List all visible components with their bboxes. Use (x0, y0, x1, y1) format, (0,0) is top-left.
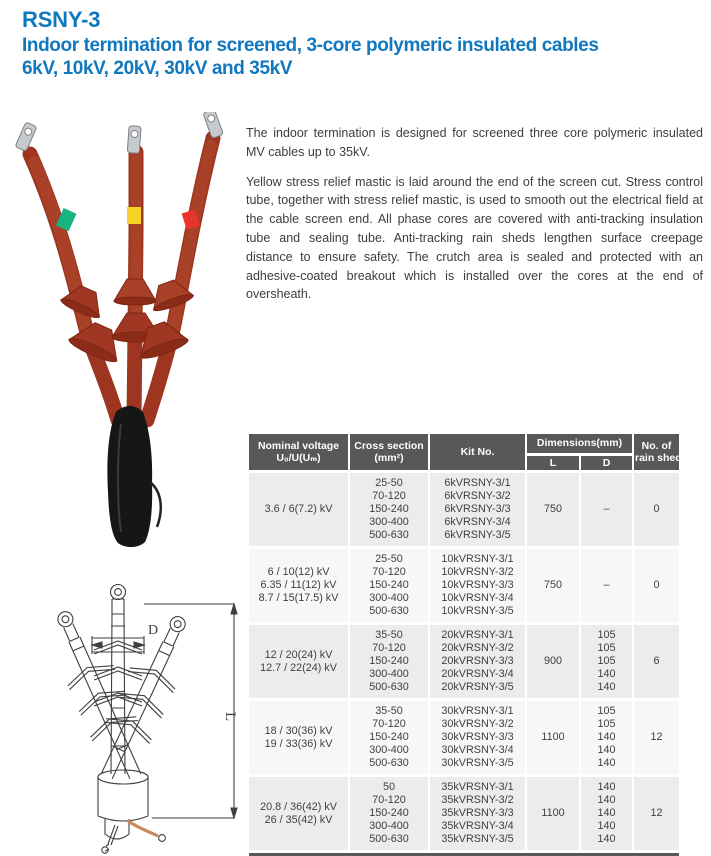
voltage-line: 26 / 35(42) kV (264, 813, 333, 826)
spec-header-row-1 (249, 434, 679, 453)
spec-table-row (249, 777, 679, 850)
kit-no-line: 30kVRSNY-3/1 (441, 705, 514, 717)
cell-kit-no (430, 473, 525, 546)
cross-section-line: 500-630 (369, 605, 409, 617)
dim-d-line: 105 (597, 642, 616, 654)
cross-section-line: 70-120 (372, 566, 406, 578)
col-header-dim-l: L (527, 456, 579, 471)
spec-table-container (247, 431, 688, 856)
cross-section-line: 300-400 (369, 592, 409, 604)
page-subtitle-line1: Indoor termination for screened, 3-core polymeric insulated cables (22, 34, 599, 56)
voltage-line: 12.7 / 22(24) kV (260, 661, 337, 674)
drawing-oversheath (98, 770, 148, 853)
cross-section-line: 70-120 (372, 642, 406, 654)
kit-no-line: 10kVRSNY-3/1 (441, 553, 514, 565)
col-header-rain-sheds (634, 434, 688, 470)
kit-no-line: 20kVRSNY-3/5 (441, 681, 514, 693)
cross-section-line: 50 (382, 781, 395, 793)
header-line: rain sheds (635, 452, 688, 464)
cell-dim-l: 750 (527, 549, 579, 622)
product-photo (0, 112, 240, 555)
breakout-body (107, 406, 160, 547)
cross-section-line: 25-50 (375, 477, 403, 489)
voltage-line: 18 / 30(36) kV (264, 724, 333, 737)
kit-no-line: 20kVRSNY-3/2 (441, 642, 514, 654)
dimension-d (92, 623, 158, 654)
col-header-nominal-voltage (249, 434, 348, 470)
cable-right (147, 138, 213, 420)
kit-no-line: 10kVRSNY-3/5 (441, 605, 514, 617)
kit-no-line: 6kVRSNY-3/1 (444, 477, 511, 489)
cell-dim-l: 750 (527, 473, 579, 546)
voltage-line: 20.8 / 36(42) kV (260, 800, 337, 813)
dim-d-line: 140 (597, 681, 616, 693)
cross-section-line: 300-400 (369, 744, 409, 756)
cross-section-line: 150-240 (369, 579, 409, 591)
drawing-cable-middle (94, 585, 142, 775)
voltage-line: 12 / 20(24) kV (264, 648, 333, 661)
kit-no-line: 35kVRSNY-3/4 (441, 820, 514, 832)
termination-photo-image (0, 112, 240, 555)
voltage-line: 6.35 / 11(12) kV (260, 579, 337, 591)
dim-d-line: 140 (597, 833, 616, 845)
cell-dim-d (581, 473, 632, 546)
cross-section-line: 70-120 (372, 490, 406, 502)
cell-cross-section (350, 473, 428, 546)
kit-no-line: 6kVRSNY-3/2 (444, 490, 511, 502)
spec-table-row (249, 701, 679, 774)
dimension-label-d: D (148, 623, 159, 638)
dim-d-line: 140 (597, 820, 616, 832)
drawing-earth-lug (159, 835, 166, 842)
col-header-dimensions: Dimensions(mm) (527, 434, 632, 453)
dim-d-line: 140 (597, 668, 616, 680)
dim-d-line: 105 (597, 629, 616, 641)
kit-no-line: 10kVRSNY-3/3 (441, 579, 514, 591)
cross-section-line: 500-630 (369, 833, 409, 845)
cell-rain-sheds: 0 (634, 473, 679, 546)
cell-cross-section (350, 625, 428, 698)
kit-no-line: 20kVRSNY-3/4 (441, 668, 514, 680)
spec-table-body (249, 473, 679, 850)
product-description (246, 124, 703, 315)
kit-no-line: 30kVRSNY-3/5 (441, 757, 514, 769)
kit-no-line: 6kVRSNY-3/4 (444, 516, 511, 528)
header-line: U₀/U(Uₘ) (276, 452, 321, 464)
cell-nominal-voltage (249, 473, 348, 546)
col-header-kit-no: Kit No. (430, 434, 525, 470)
kit-no-line: 35kVRSNY-3/1 (441, 781, 514, 793)
phase-band-yellow (127, 207, 141, 224)
kit-no-line: 10kVRSNY-3/2 (441, 566, 514, 578)
header-line: (mm²) (374, 452, 404, 464)
kit-no-line: 30kVRSNY-3/4 (441, 744, 514, 756)
cable-left (30, 154, 118, 420)
dim-d-line: 140 (597, 807, 616, 819)
cell-dim-l: 900 (527, 625, 579, 698)
page-title: RSNY-3 (22, 7, 101, 32)
drawing-cable-right (40, 602, 159, 786)
description-paragraph-1: The indoor termination is designed for screened three core polymeric insulated MV cables up to 35kV. (246, 126, 703, 159)
voltage-line: 19 / 33(36) kV (264, 737, 333, 750)
kit-no-line: 35kVRSNY-3/2 (441, 794, 514, 806)
cell-kit-no (430, 701, 525, 774)
cross-section-line: 150-240 (369, 807, 409, 819)
voltage-line: 3.6 / 6(7.2) kV (264, 503, 333, 515)
cell-nominal-voltage (249, 701, 348, 774)
header-line: No. of (641, 439, 672, 452)
col-header-cross-section (350, 434, 428, 470)
termination-outline-image (2, 578, 245, 856)
cell-dim-d (581, 701, 632, 774)
dim-d-line: 140 (597, 794, 616, 806)
dimension-label-l: L (222, 712, 238, 722)
cell-dim-l: 1100 (527, 777, 579, 850)
cross-section-line: 150-240 (369, 503, 409, 515)
dim-d-line: 105 (597, 718, 616, 730)
dim-d-line: 105 (597, 655, 616, 667)
cell-cross-section (350, 777, 428, 850)
voltage-line: 8.7 / 15(17.5) kV (258, 592, 339, 604)
spec-table (247, 431, 688, 853)
cross-section-line: 35-50 (375, 629, 403, 641)
cell-rain-sheds: 0 (634, 549, 679, 622)
dim-d-line: 140 (597, 781, 616, 793)
cell-kit-no (430, 777, 525, 850)
kit-no-line: 10kVRSNY-3/4 (441, 592, 514, 604)
cross-section-line: 150-240 (369, 655, 409, 667)
cell-cross-section (350, 701, 428, 774)
cell-nominal-voltage (249, 549, 348, 622)
cell-kit-no (430, 549, 525, 622)
header-line: Nominal voltage (257, 439, 340, 452)
cell-cross-section (350, 549, 428, 622)
dim-d-line: – (603, 579, 610, 591)
kit-no-line: 35kVRSNY-3/5 (441, 833, 514, 845)
kit-no-line: 30kVRSNY-3/2 (441, 718, 514, 730)
header-line: Cross section (354, 439, 424, 452)
cell-dim-l: 1100 (527, 701, 579, 774)
cross-section-line: 70-120 (372, 718, 406, 730)
dim-d-line: 140 (597, 757, 616, 769)
cell-rain-sheds: 12 (634, 777, 679, 850)
cross-section-line: 35-50 (375, 705, 403, 717)
cell-kit-no (430, 625, 525, 698)
cross-section-line: 25-50 (375, 553, 403, 565)
cell-nominal-voltage (249, 625, 348, 698)
cable-lugs (15, 112, 223, 153)
drawing-earth-wire (128, 821, 158, 836)
cross-section-line: 70-120 (372, 794, 406, 806)
cross-section-line: 300-400 (369, 820, 409, 832)
kit-no-line: 35kVRSNY-3/3 (441, 807, 514, 819)
cross-section-line: 300-400 (369, 668, 409, 680)
page-subtitle-line2: 6kV, 10kV, 20kV, 30kV and 35kV (22, 57, 293, 79)
dim-d-line: 140 (597, 731, 616, 743)
kit-no-line: 20kVRSNY-3/1 (441, 629, 514, 641)
dim-d-line: – (603, 503, 610, 515)
description-paragraph-2: Yellow stress relief mastic is laid around the end of the screen cut. Stress control tube, together with stress relief mastic, is used to smooth out the electrical field at the cable screen end. All phase cores are covered with anti-tracking insulation tube and sealing tube. Anti-tracking rain sheds lengthen surface creepage distance to ensure safety. The crutch area is sealed and protected with an adhesive-coated breakout which is installed over the cores at the end of oversheath. (246, 174, 703, 302)
spec-table-head (249, 434, 688, 470)
voltage-line: 6 / 10(12) kV (267, 566, 330, 578)
cross-section-line: 500-630 (369, 681, 409, 693)
col-header-dim-d: D (581, 456, 632, 471)
cross-section-line: 300-400 (369, 516, 409, 528)
cell-nominal-voltage (249, 777, 348, 850)
dim-d-line: 140 (597, 744, 616, 756)
cross-section-line: 500-630 (369, 529, 409, 541)
cell-rain-sheds: 6 (634, 625, 679, 698)
cross-section-line: 500-630 (369, 757, 409, 769)
title-block (22, 6, 702, 80)
kit-no-line: 20kVRSNY-3/3 (441, 655, 514, 667)
kit-no-line: 6kVRSNY-3/3 (444, 503, 511, 515)
cross-section-line: 150-240 (369, 731, 409, 743)
kit-no-line: 30kVRSNY-3/3 (441, 731, 514, 743)
kit-no-line: 6kVRSNY-3/5 (444, 529, 511, 541)
cell-dim-d (581, 549, 632, 622)
spec-table-row (249, 473, 679, 546)
cell-dim-d (581, 777, 632, 850)
dim-d-line: 105 (597, 705, 616, 717)
dimension-drawing (2, 578, 245, 856)
spec-table-row (249, 549, 679, 622)
cell-dim-d (581, 625, 632, 698)
cell-rain-sheds: 12 (634, 701, 679, 774)
spec-table-row (249, 625, 679, 698)
